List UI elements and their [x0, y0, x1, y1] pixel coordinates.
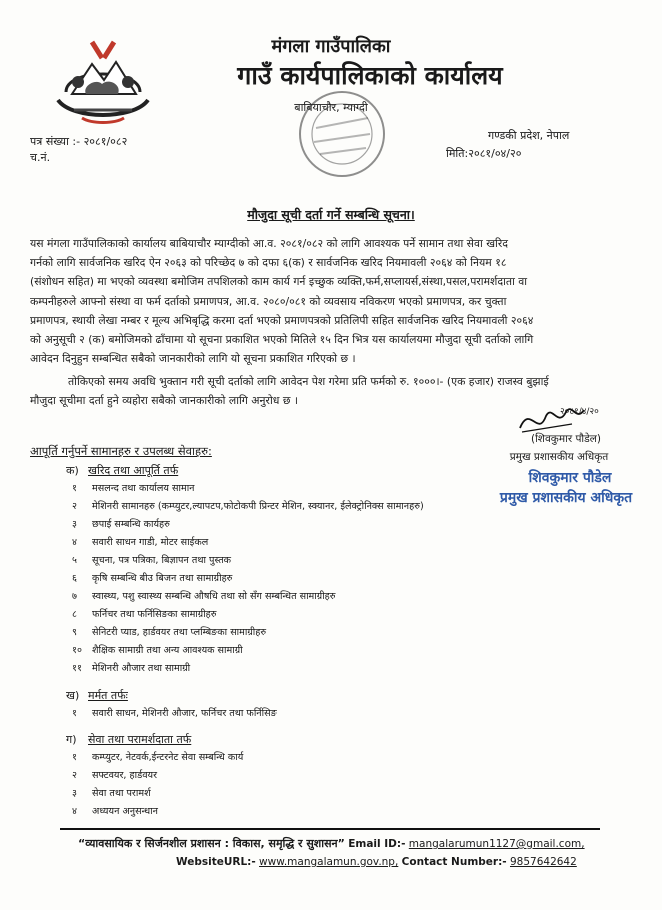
item-number: ४ — [72, 806, 77, 817]
paragraph-line: यस मंगला गाउँपालिकाको कार्यालय बाबियाचौर म्याग्दीको आ.व. २०८१/०८२ को लागि आवश्यक पर्ने सामान तथा सेवा खरिद — [30, 237, 508, 250]
list-item: अध्ययन अनुसन्धान — [92, 806, 158, 817]
item-number: ७ — [72, 591, 77, 602]
section-heading: खरिद तथा आपूर्ति तर्फ — [88, 464, 179, 477]
contact-number[interactable]: 9857642642 — [509, 856, 577, 868]
item-number: ५ — [72, 555, 77, 566]
footer-line-1 — [78, 836, 585, 851]
paragraph-line: (संशोधन सहित) मा भएको व्यवस्था बमोजिम तपशिलको काम कार्य गर्न इच्छुक व्यक्ति,फर्म,सप्लायर्स,संस्था,पसल,परामर्शदाता वा — [30, 275, 528, 289]
list-item: सवारी साधन गाडी, मोटर साईकल — [92, 537, 209, 548]
list-item: सेनिटरी प्याड, हार्डवयर तथा प्लम्बिङका सामाग्रीहरु — [92, 627, 267, 638]
footer-divider — [60, 828, 600, 830]
item-number: ८ — [72, 609, 77, 620]
letter-date: मिति:२०८१/०४/२० — [446, 147, 522, 160]
signatory-title: प्रमुख प्रशासकीय अधिकृत — [509, 451, 609, 463]
office-address: बाबियाचौर, म्याग्दी — [294, 101, 368, 114]
section-letter: ख) — [66, 689, 80, 702]
list-item: सफ्टवयर, हार्डवयर — [92, 770, 158, 781]
item-number: ९ — [72, 627, 77, 638]
municipality-name: मंगला गाउँपालिका — [271, 36, 391, 57]
notice-paragraph-1 — [30, 234, 630, 368]
item-number: १० — [72, 645, 82, 656]
dispatch-number: च.नं. — [30, 151, 51, 164]
notice-title: मौजुदा सूची दर्ता गर्ने सम्बन्धि सूचना। — [247, 207, 415, 222]
list-heading: आपूर्ति गर्नुपर्ने सामानहरु र उपलब्ध सेवाहरु: — [30, 444, 212, 458]
paragraph-line: आवेदन दिनुहुन सम्बन्धित सबैको जानकारीको लागि यो सूचना प्रकाशित गरिएको छ । — [30, 352, 356, 366]
footer-slogan: “व्यावसायिक र सिर्जनशील प्रशासन : विकास, समृद्धि र सुशासन” — [78, 837, 345, 850]
section-heading: मर्मत तर्फः — [88, 689, 128, 702]
office-name: गाउँ कार्यपालिकाको कार्यालय — [237, 61, 503, 90]
paragraph-line: प्रमाणपत्र, स्थायी लेखा नम्बर र मूल्य अभिबृद्धि करमा दर्ता भएको प्रमाणपत्रको प्रतिलिपी सहित सार्वजनिक खरिद नियमावली २०६४ — [30, 313, 534, 327]
website-label: WebsiteURL:- — [176, 856, 256, 868]
list-item: मसलन्द तथा कार्यालय सामान — [92, 483, 195, 494]
paragraph-line: को अनुसूची २ (क) बमोजिमको ढाँचामा यो सूचना प्रकाशित भएको मितिले १५ दिन भित्र यस कार्यालयमा मौजुदा सूची दर्ताको लागि — [30, 333, 534, 347]
list-item: स्वास्थ्य, पशु स्वास्थ्य सम्बन्धि औषधि तथा सो सँग सम्बन्धित सामाग्रीहरु — [92, 591, 336, 602]
paragraph-line: कम्पनीहरुले आफ्नो संस्था वा फर्म दर्ताको प्रमाणपत्र, आ.व. २०८०/०८१ को व्यवसाय नविकरण भएको प्रमाणपत्र, कर चुक्ता — [30, 294, 507, 308]
contact-label: Contact Number:- — [401, 856, 507, 868]
province: गण्डकी प्रदेश, नेपाल — [488, 129, 570, 142]
item-number: २ — [72, 770, 77, 781]
list-item: मेशिनरी सामानहरु (कम्प्युटर,ल्यापटप,फोटोकपी प्रिन्टर मेशिन, स्क्यानर, ईलेक्ट्रोनिक्स सामानहरु) — [92, 501, 424, 512]
item-number: ३ — [72, 519, 77, 530]
item-number: १ — [72, 483, 77, 494]
list-item: कृषि सम्बन्धि बीउ बिजन तथा सामाग्रीहरु — [92, 573, 233, 584]
list-item: सवारी साधन, मेशिनरी औजार, फर्निचर तथा फर्निसिङ — [92, 708, 277, 719]
letter-number: पत्र संख्या :- २०८१/०८२ — [30, 135, 128, 148]
item-number: ३ — [72, 788, 77, 799]
item-number: ६ — [72, 573, 77, 584]
list-item: कम्प्युटर, नेटवर्क,ईन्टरनेट सेवा सम्बन्धि कार्य — [92, 752, 244, 763]
item-number: १ — [72, 708, 77, 719]
item-number: १ — [72, 752, 77, 763]
paragraph-line: गर्नको लागि सार्वजनिक खरिद ऐन २०६३ को परिच्छेद ७ को दफा ६(क) र सार्वजनिक खरिद नियमावली २०६४ को नियम १८ — [30, 256, 507, 270]
list-item: फर्निचर तथा फर्निसिङका सामाग्रीहरु — [92, 609, 217, 620]
list-item: शैक्षिक सामाग्री तथा अन्य आवश्यक सामाग्री — [92, 645, 243, 656]
signature-date: २०८१/४/२० — [560, 407, 599, 417]
section-letter: ग) — [66, 733, 77, 746]
paragraph-line: तोकिएको समय अवधि भुक्तान गरी सूची दर्ताको लागि आवेदन पेश गरेमा प्रति फर्मको रु. १०००।- (एक हजार) राजस्व बुझाई — [68, 375, 549, 388]
stamp-signatory-title: प्रमुख प्रशासकीय अधिकृत — [499, 490, 633, 506]
section-letter: क) — [66, 464, 79, 477]
stamp-signatory-name: शिवकुमार पौडेल — [528, 470, 612, 486]
item-number: ११ — [72, 663, 82, 674]
office-stamp-icon — [296, 88, 388, 180]
list-item: सेवा तथा परामर्श — [92, 788, 151, 799]
list-item: सूचना, पत्र पत्रिका, बिज्ञापन तथा पुस्तक — [92, 555, 232, 566]
email-label: Email ID:- — [348, 838, 406, 850]
paragraph-line: मौजुदा सूचीमा दर्ता हुने व्यहोरा सबैको जानकारीको लागि अनुरोध छ । — [30, 394, 298, 408]
list-item: मेशिनरी औजार तथा सामाग्री — [92, 663, 191, 674]
website-link[interactable]: www.mangalamun.gov.np, — [259, 856, 399, 868]
email-link[interactable]: mangalarumun1127@gmail.com, — [408, 838, 585, 850]
footer-line-2 — [176, 856, 577, 868]
section-heading: सेवा तथा परामर्शदाता तर्फ — [88, 733, 192, 746]
item-number: २ — [72, 501, 77, 512]
list-item: छपाई सम्बन्धि कार्यहरु — [92, 519, 170, 530]
item-number: ४ — [72, 537, 77, 548]
signatory-name: (शिवकुमार पौडेल) — [530, 433, 601, 445]
